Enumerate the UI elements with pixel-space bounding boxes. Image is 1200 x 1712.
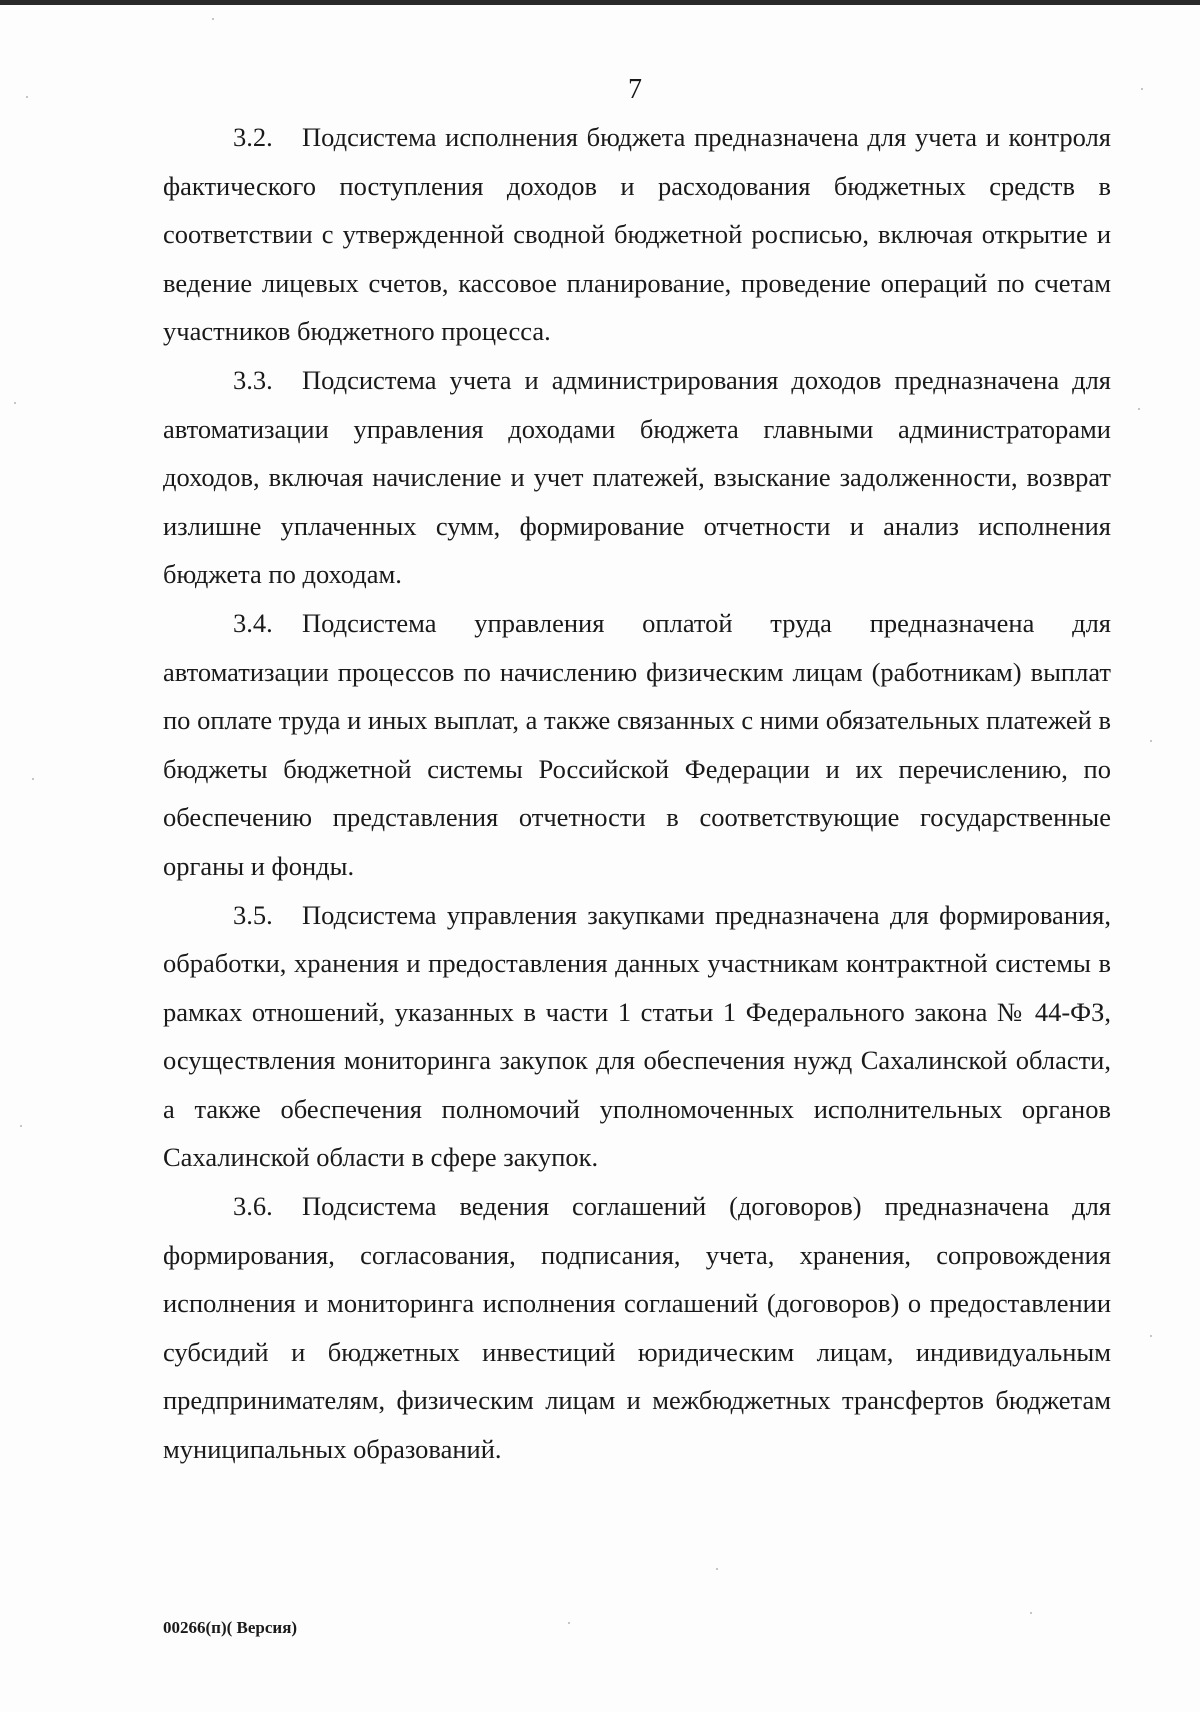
paragraph-3-3 xyxy=(163,356,1111,599)
paragraph-3-6 xyxy=(163,1182,1111,1474)
scan-top-edge xyxy=(0,0,1200,5)
paragraph-text: Подсистема управления закупками предназначена для формирования, обработки, хранения и предоставления данных участникам контрактной системы в рамках отношений, указанных в части 1 статьи 1 Федерального закона № 44-ФЗ, осуществления мониторинга закупок для обеспечения нужд Сахалинской области, а также обеспечения полномочий уполномоченных исполнительных органов Сахалинской области в сфере закупок. xyxy=(163,899,1111,1173)
paragraph-text: Подсистема ведения соглашений (договоров) предназначена для формирования, согласования, подписания, учета, хранения, сопровождения исполнения и мониторинга исполнения соглашений (договоров) о предоставлении субсидий и бюджетных инвестиций юридическим лицам, индивидуальным предпринимателям, физическим лицам и межбюджетных трансфертов бюджетам муниципальных образований. xyxy=(163,1191,1111,1465)
document-body xyxy=(163,113,1111,1474)
paragraph-text: Подсистема исполнения бюджета предназначена для учета и контроля фактического поступления доходов и расходования бюджетных средств в соответствии с утвержденной сводной бюджетной росписью, включая открытие и ведение лицевых счетов, кассовое планирование, проведение операций по счетам участников бюджетного процесса. xyxy=(163,122,1111,347)
scan-speck xyxy=(1030,1612,1032,1614)
paragraph-number: 3.5. xyxy=(233,899,273,930)
scan-speck xyxy=(716,1568,718,1570)
paragraph-3-5 xyxy=(163,891,1111,1183)
scan-speck xyxy=(14,402,16,404)
paragraph-number: 3.2. xyxy=(233,122,273,152)
paragraph-3-4 xyxy=(163,599,1111,891)
paragraph-text: Подсистема учета и администрирования доходов предназначена для автоматизации управления доходами бюджета главными администраторами доходов, включая начисление и учет платежей, взыскание задолженности, возврат излишне уплаченных сумм, формирование отчетности и анализ исполнения бюджета по доходам. xyxy=(163,364,1111,590)
scan-speck xyxy=(26,96,28,98)
paragraph-number: 3.3. xyxy=(233,364,273,395)
scan-speck xyxy=(1150,740,1152,742)
paragraph-number: 3.6. xyxy=(233,1191,273,1222)
paragraph-3-2 xyxy=(163,113,1111,356)
page-number: 7 xyxy=(628,74,642,105)
scan-speck xyxy=(20,1125,22,1127)
paragraph-number: 3.4. xyxy=(233,607,273,638)
scan-speck xyxy=(32,778,34,780)
scan-speck xyxy=(1150,1335,1152,1337)
scan-speck xyxy=(212,18,214,20)
document-footer-id: 00266(п)( Версия) xyxy=(163,1618,298,1637)
scan-speck xyxy=(568,1622,570,1624)
scan-speck xyxy=(1141,88,1143,90)
scan-speck xyxy=(1138,408,1140,410)
paragraph-text: Подсистема управления оплатой труда предназначена для автоматизации процессов по начислению физическим лицам (работникам) выплат по оплате труда и иных выплат, а также связанных с ними обязательных платежей в бюджеты бюджетной системы Российской Федерации и их перечислению, по обеспечению представления отчетности в соответствующие государственные органы и фонды. xyxy=(163,607,1111,881)
